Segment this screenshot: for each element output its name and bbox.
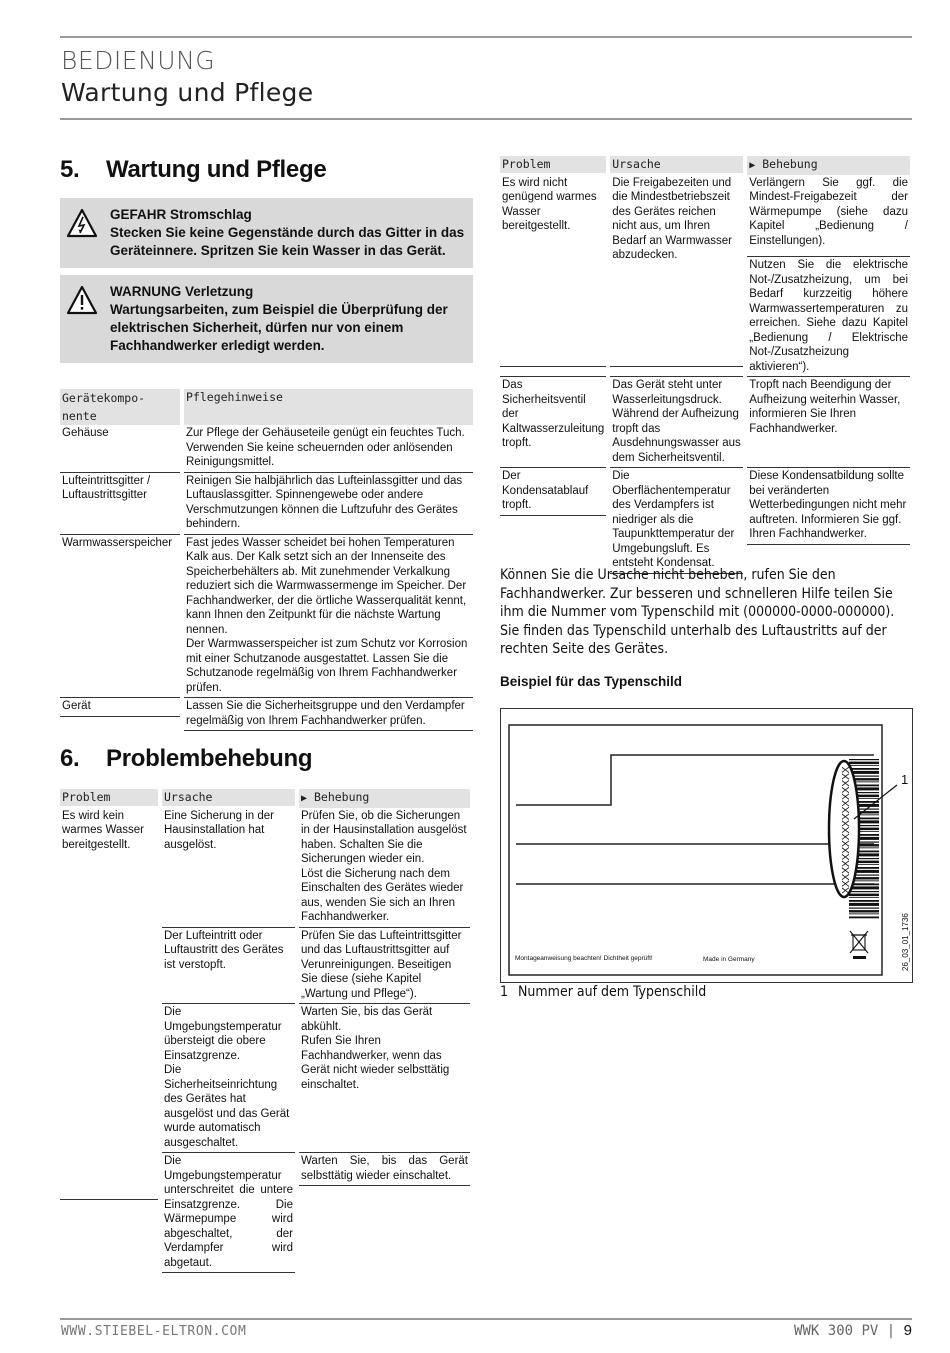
fix-cell-2: Löst die Sicherung nach dem Einschalten des Gerätes wieder aus, wenden Sie sich an Ihren Fachhandwerker. <box>301 867 464 923</box>
fix-cell: Verlängern Sie ggf. die Mindest-Freigabezeit der Wärmepumpe (siehe dazu Kapitel „Bedienung / Einstellungen). <box>747 175 910 258</box>
care-hint: Zur Pflege der Gehäuseteile genügt ein feuchtes Tuch. Verwenden Sie keine scheuernden oder anlösenden Reinigungsmittel. <box>186 427 465 468</box>
care-component: Warmwasserspeicher <box>60 534 180 553</box>
cause-cell: Die Umgebungstemperatur unterschreitet die untere Einsatzgrenze. Die Wärmepumpe wird abgeschaltet, der Verdampfer wird abgetaut. <box>162 1152 295 1273</box>
cause-cell: Der Lufteintritt oder Luftaustritt des Gerätes ist verstopft. <box>162 927 295 975</box>
barcode-bar <box>849 891 879 892</box>
barcode-bar <box>849 768 879 770</box>
header-fix: ▶ Behebung <box>299 789 470 808</box>
problem-table-1 <box>60 789 470 1274</box>
table-row <box>60 534 473 698</box>
fix-cell: Diese Kondensatbildung sollte bei veränderten Wetterbedingungen nicht mehr auftreten. Informieren Sie ggf. Ihren Fachhandwerker. <box>747 467 910 545</box>
electric-hazard-icon <box>66 208 98 238</box>
problem-cell: Das Sicherheitsventil der Kaltwasserzuleitung tropft. <box>500 376 606 453</box>
problem-cell: Es wird nicht genügend warmes Wasser bereitgestellt. <box>500 175 606 367</box>
fix-cell: Warten Sie, bis das Gerät selbsttätig wieder einschaltet. <box>299 1152 470 1186</box>
fix-cell-2: Nutzen Sie die elektrische Not-/Zusatzheizung, um bei Bedarf kurzzeitig höhere Warmwassertemperaturen zu erreichen. Siehe dazu Kapitel „Bedienung / Elektrische Not-/Zusatzheizung aktivieren“). <box>749 259 908 373</box>
care-component: Gerät <box>60 697 180 717</box>
plate-label-1: Montageanweisung beachten! Dichtheit geprüft! <box>515 955 653 962</box>
care-header-hints: Pflegehinweise <box>184 389 473 425</box>
legend-number: 1 <box>500 984 509 1000</box>
footer-model: WWK 300 PV <box>794 1323 879 1339</box>
legend-text: Nummer auf dem Typenschild <box>518 984 707 1000</box>
chapter-5-heading <box>60 156 473 184</box>
barcode-bar <box>849 762 879 764</box>
barcode-bar <box>849 913 879 914</box>
warning-box <box>60 275 473 363</box>
cause-cell-2: Die Sicherheitseinrichtung des Gerätes hat ausgelöst und das Gerät wurde automatisch ausgeschaltet. <box>164 1064 290 1149</box>
table-row <box>500 175 910 258</box>
callout-number: 1 <box>901 772 909 787</box>
footer-separator: | <box>886 1323 896 1339</box>
type-plate-figure <box>500 708 913 983</box>
table-row <box>60 425 473 472</box>
cause-cell: Die Umgebungstemperatur übersteigt die obere Einsatzgrenze. <box>164 1006 282 1062</box>
header-fix: ▶ Behebung <box>747 156 910 175</box>
warning-icon <box>66 285 98 315</box>
plate-outline <box>509 725 882 975</box>
fix-cell: Prüfen Sie, ob die Sicherungen in der Hausinstallation ausgelöst haben. Schalten Sie die Sicherungen wieder ein. <box>301 809 467 865</box>
warning-text: Wartungsarbeiten, zum Beispiel die Überprüfung der elektrischen Sicherheit, dürfen nur von einem Fachhandwerker erledigt werden. <box>110 302 448 353</box>
barcode-bar <box>849 917 879 919</box>
barcode-bar <box>849 765 879 766</box>
type-plate-drawing <box>501 709 912 982</box>
table-row <box>60 697 473 731</box>
figure-legend <box>500 984 913 1000</box>
example-heading: Beispiel für das Typenschild <box>500 674 683 689</box>
care-hint: Fast jedes Wasser scheidet bei hohen Temperaturen Kalk aus. Der Kalk setzt sich an der Innenseite des Speicherbehälters ab. Mit zunehmender Verkalkung reduziert sich die Warmwassermenge im Speicher. Der Fachhandwerker, der die örtliche Wasserqualität kennt, kann Ihnen den Zeitpunkt für die nächste Wartung nennen. <box>186 536 467 636</box>
cause-cell: Die Freigabezeiten und die Mindestbetriebszeit des Gerätes reichen nicht aus, um Ihren Bedarf an Warmwasser abzudecken. <box>610 175 743 367</box>
footer-page-info <box>794 1322 912 1339</box>
serial-number-text: XXXXXXXXXXXXXXXXXXX <box>840 766 852 894</box>
care-hint-2: Der Warmwasserspeicher ist zum Schutz vor Korrosion mit einer Schutzanode ausgestattet. Lassen Sie die Schutzanode regelmäßig von Ihrem Fachhandwerker prüfen. <box>186 638 468 694</box>
barcode-bar <box>849 897 879 898</box>
footer-website[interactable]: WWW.STIEBEL-ELTRON.COM <box>61 1324 247 1339</box>
problem-cell: Der Kondensatablauf tropft. <box>500 467 606 516</box>
header-rule-bottom <box>60 118 912 120</box>
cause-cell: Das Gerät steht unter Wasserleitungsdruck. Während der Aufheizung tropft das Ausdehnungswasser aus dem Sicherheitsventil. <box>610 376 743 467</box>
footer-rule <box>60 1318 912 1320</box>
table-row <box>500 376 910 467</box>
table-row <box>500 467 910 574</box>
barcode-bar <box>849 759 879 760</box>
help-paragraph: Können Sie die Ursache nicht beheben, rufen Sie den Fachhandwerker. Zur besseren und schnelleren Hilfe teilen Sie ihm die Nummer vom Typenschild mit (000000-0000-000000). Sie finden das Typenschild unterhalb des Luftaustritts auf der rechten Seite des Gerätes. <box>500 567 895 657</box>
fix-cell-2: Rufen Sie Ihren Fachhandwerker, wenn das Gerät nicht wieder selbsttätig einschaltet. <box>301 1035 450 1091</box>
cause-cell: Eine Sicherung in der Hausinstallation hat ausgelöst. <box>164 809 274 851</box>
footer-page-number: 9 <box>903 1322 912 1339</box>
care-component: Lufteintrittsgitter / Luftaustrittsgitter <box>60 472 180 505</box>
table-row <box>60 808 470 927</box>
header-rule-top <box>60 36 912 38</box>
header-title: Wartung und Pflege <box>61 78 314 107</box>
problem-cell: Es wird kein warmes Wasser bereitgestellt. <box>60 808 158 1200</box>
warning-title: WARNUNG Verletzung <box>110 284 254 299</box>
fix-cell: Warten Sie, bis das Gerät abkühlt. <box>301 1006 433 1033</box>
barcode-bar <box>849 886 879 889</box>
header-cause: Ursache <box>162 789 299 808</box>
play-icon: ▶ <box>749 160 756 171</box>
cause-cell: Die Oberflächentemperatur des Verdampfers ist niedriger als die Taupunkttemperatur der Umgebungsluft. Es entsteht Kondensat. <box>610 467 743 574</box>
table-row <box>60 472 473 534</box>
barcode-bar <box>849 894 879 896</box>
fix-cell: Prüfen Sie das Lufteintrittsgitter und das Luftaustrittsgitter auf Verunreinigungen. Beseitigen Sie diese (siehe Kapitel „Wartung und Pflege“). <box>299 927 470 1004</box>
figure-id: 26_03_01_1736 <box>901 913 910 971</box>
chapter-6-number: 6. <box>60 745 80 772</box>
chapter-6-heading <box>60 745 470 773</box>
chapter-6 <box>60 745 470 1274</box>
danger-text: Stecken Sie keine Gegenstände durch das Gitter in das Geräteinnere. Spritzen Sie kein Wasser in das Gerät. <box>110 225 465 258</box>
care-table <box>60 389 473 731</box>
barcode-bar <box>849 903 879 906</box>
care-header-component: Gerätekompo- nente <box>60 389 184 425</box>
header-section: BEDIENUNG <box>61 46 216 75</box>
barcode-bar <box>849 908 879 909</box>
care-component: Gehäuse <box>62 427 109 439</box>
barcode-bar <box>849 900 879 902</box>
chapter-5-number: 5. <box>60 156 80 183</box>
fix-cell: Tropft nach Beendigung der Aufheizung weiterhin Wasser, informieren Sie Ihren Fachhandwerker. <box>747 376 910 438</box>
danger-title: GEFAHR Stromschlag <box>110 207 252 222</box>
problem-table-2-container <box>500 156 910 574</box>
care-hint: Reinigen Sie halbjährlich das Lufteinlassgitter und das Luftauslassgitter. Spinnengewebe oder andere Verschmutzungen können die Luftzufuhr des Gerätes behindern. <box>184 472 473 534</box>
plate-label-2: Made in Germany <box>703 956 755 963</box>
chapter-6-title: Problembehebung <box>106 745 313 772</box>
plate-line-upper <box>516 755 874 805</box>
weee-bin-icon <box>850 931 868 959</box>
chapter-5-title: Wartung und Pflege <box>106 156 327 183</box>
danger-box <box>60 198 473 268</box>
header-problem: Problem <box>500 156 610 175</box>
barcode-bar <box>849 910 879 912</box>
chapter-5 <box>60 156 473 731</box>
header-problem: Problem <box>60 789 162 808</box>
care-hint: Lassen Sie die Sicherheitsgruppe und den Verdampfer regelmäßig von Ihrem Fachhandwerker prüfen. <box>184 697 473 731</box>
problem-table-2 <box>500 156 910 574</box>
header-cause: Ursache <box>610 156 747 175</box>
play-icon: ▶ <box>301 793 308 804</box>
